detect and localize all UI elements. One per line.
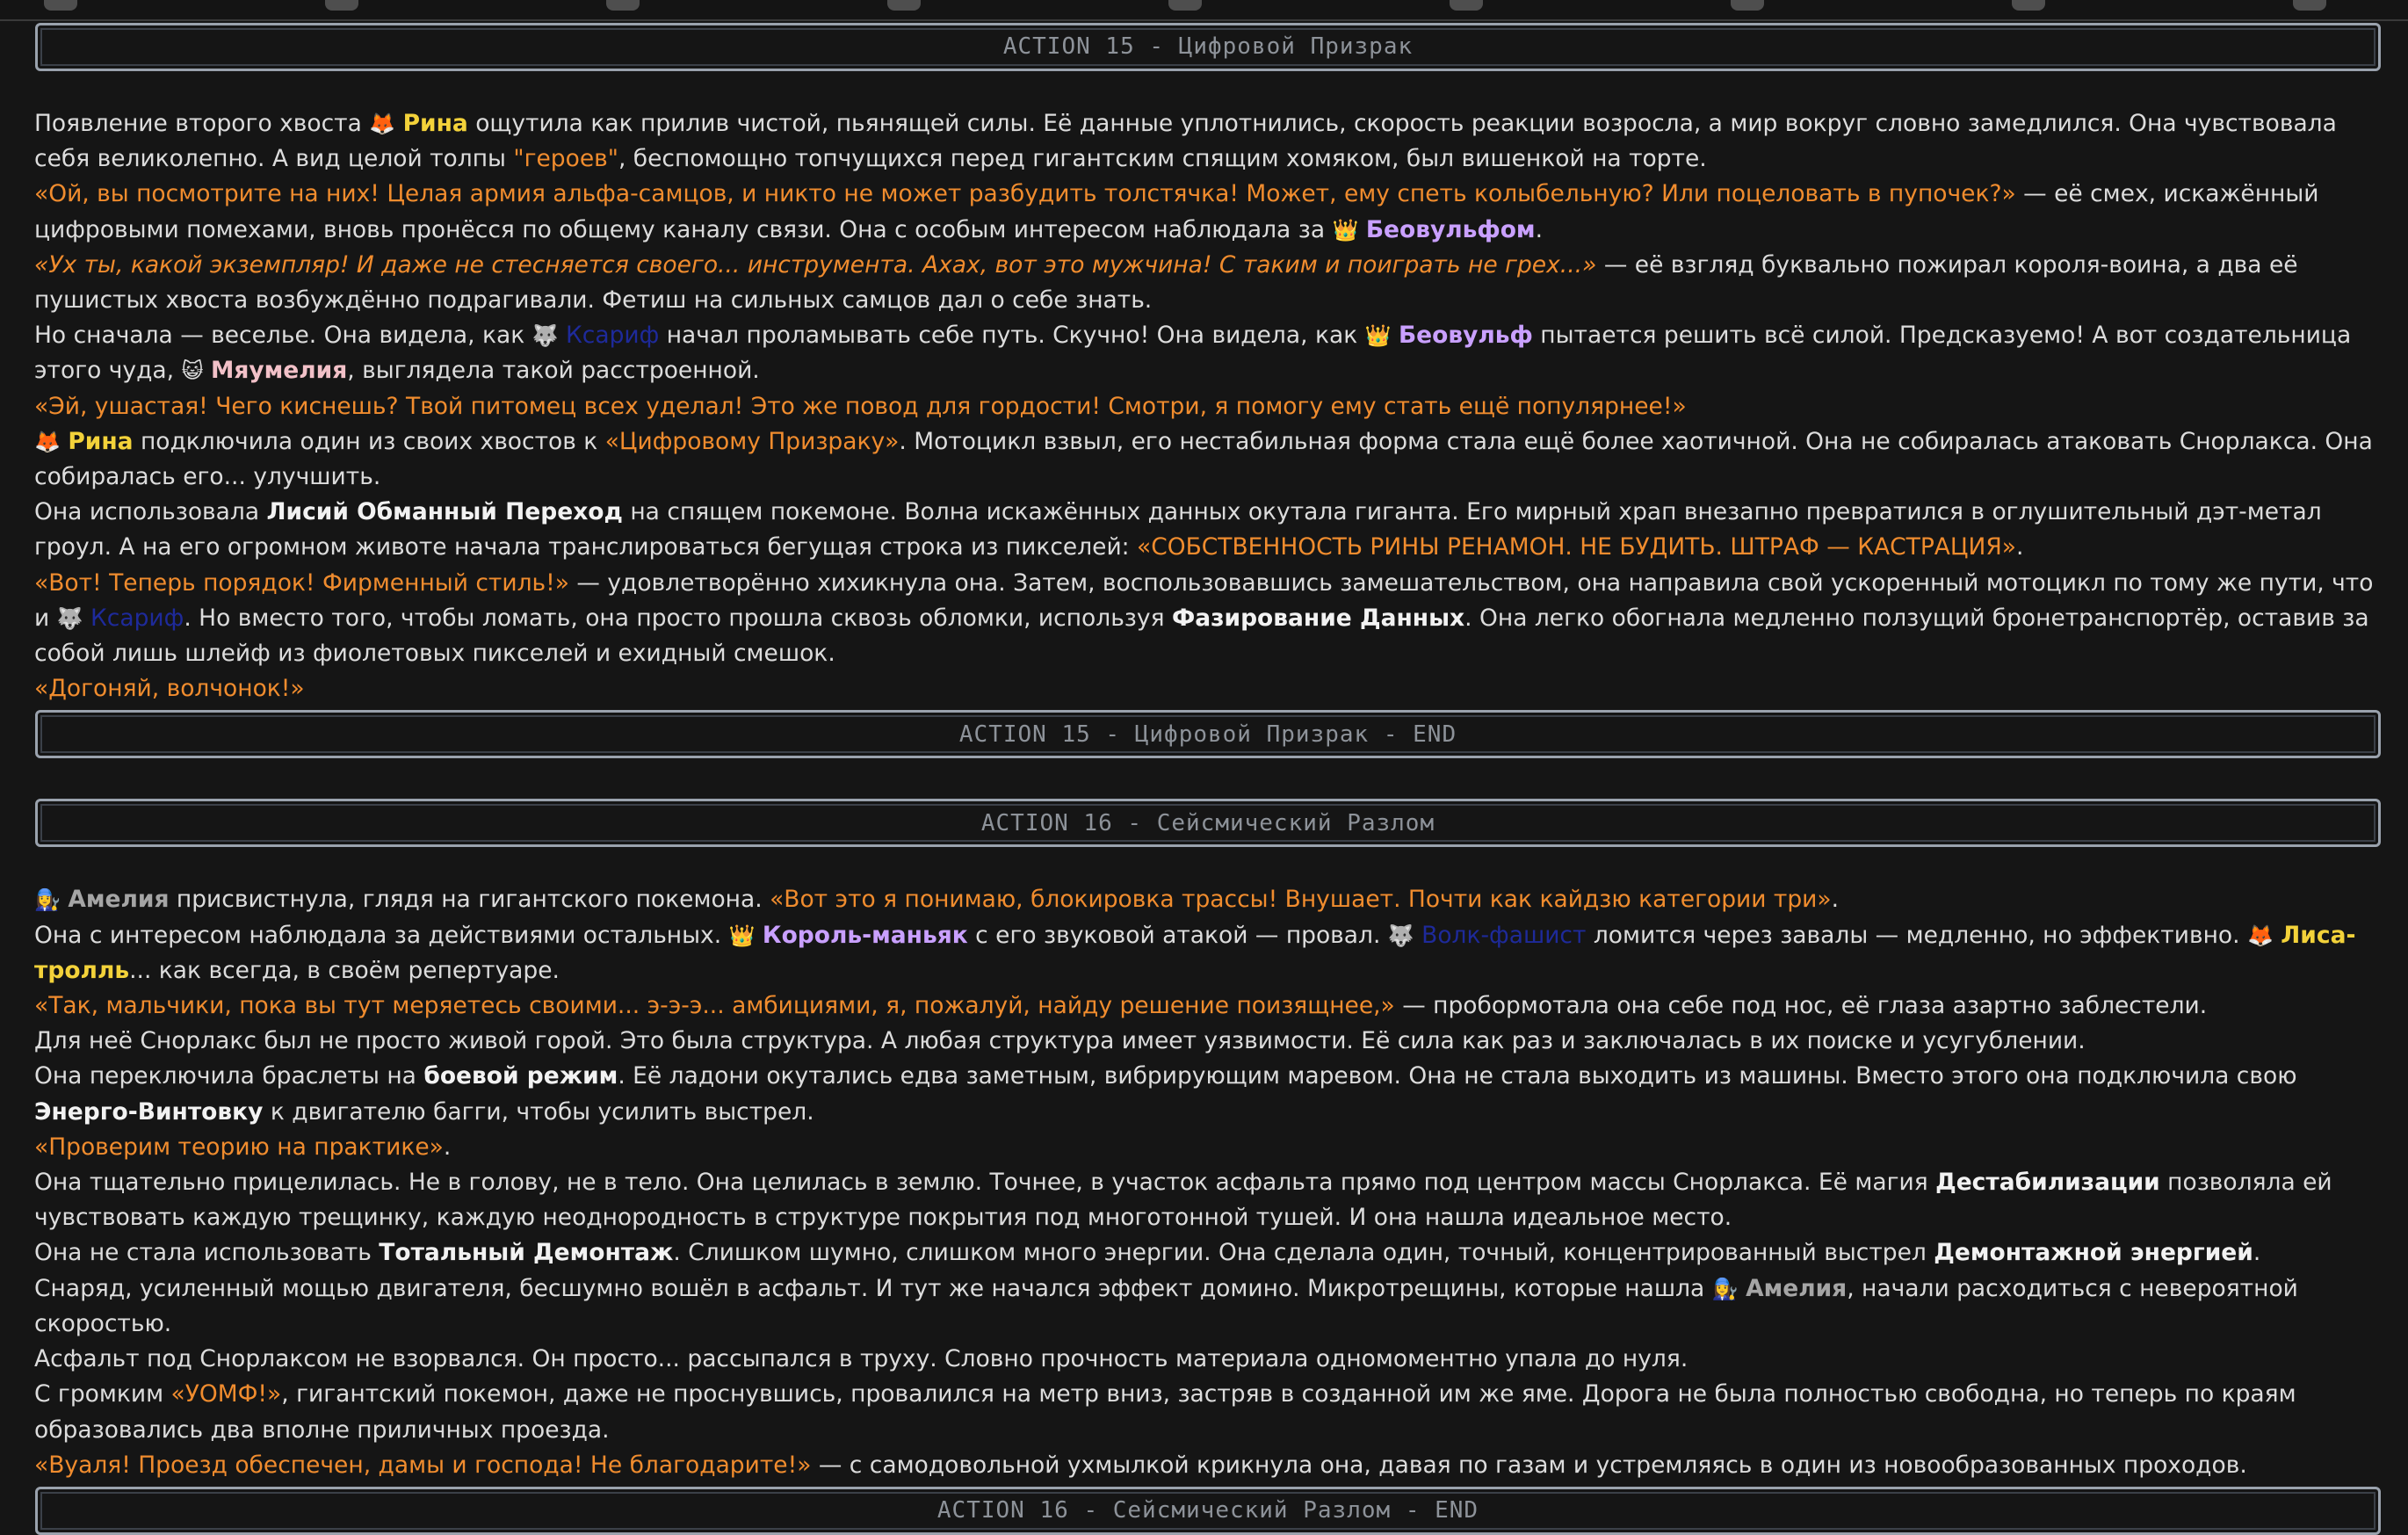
story-paragraph (34, 424, 2382, 495)
text (395, 110, 402, 137)
text: с его звуковой атакой — провал. (967, 921, 1388, 949)
text: — пробормотала она себе под нос, её глаза азартно заблестели. (1394, 992, 2208, 1020)
text: , выглядела такой расстроенной. (347, 357, 760, 385)
text (559, 322, 566, 349)
emoji-icon: 🦊 (34, 429, 61, 454)
character-name: Волк-фашист (1421, 921, 1587, 949)
text: — её взгляд буквально пожирал короля-воина, а два её пушистых хвоста возбуждённо подрагивали. Фетиш на сильных самцов дал о себе знать. (34, 250, 2298, 315)
toolbar-icon[interactable] (1168, 0, 1202, 11)
action-footer: ACTION 15 - Цифровой Призрак - END (35, 710, 2381, 758)
emoji-icon: 👩‍🔧 (1711, 1276, 1739, 1301)
character-name: Рина (68, 427, 134, 455)
action-footer: ACTION 16 - Сейсмический Разлом - END (35, 1487, 2381, 1535)
emoji-icon: 👩‍🔧 (34, 887, 61, 913)
story-paragraph (34, 882, 2382, 917)
text: подключила один из своих хвостов к (133, 427, 605, 455)
story-paragraph (34, 1024, 2382, 1059)
text: Она с интересом наблюдала за действиями остальных. (34, 921, 729, 949)
text: . (2015, 533, 2024, 561)
text: . Её ладони окутались едва заметным, вибрирующим маревом. Она не стала выходить из машины. Вместо этого она подключила свою (618, 1062, 2297, 1090)
quote: «Ой, вы посмотрите на них! Целая армия альфа-самцов, и никто не может разбудить толстячка! Может, ему спеть колыбельную? Или поцеловать в пупочек?» (34, 180, 2016, 208)
action-block (34, 799, 2382, 1534)
action-header: ACTION 15 - Цифровой Призрак (35, 23, 2381, 71)
text: ощутила как прилив чистой, пьянящей силы. Её данные уплотнились, скорость реакции возросла, а мир вокруг словно замедлился. Она чувствовала себя великолепно. А вид целой толпы (34, 110, 2337, 173)
action-body (34, 106, 2382, 706)
text: . Она легко обогнала медленно ползущий бронетранспортёр, оставив за собой лишь шлейф из фиолетовых пикселей и ехидный смешок. (34, 604, 2369, 668)
text (1392, 322, 1399, 349)
text: присвистнула, глядя на гигантского покемона. (169, 886, 770, 914)
story-paragraph (34, 248, 2382, 318)
text: — с самодовольной ухмылкой крикнула она, давая по газам и устремляясь в один из новообразованных проходов. (811, 1451, 2247, 1479)
quote: «Так, мальчики, пока вы тут меряетесь своими... э-э-э... амбициями, я, пожалуй, найду решение поизящнее,» (34, 992, 1395, 1020)
emoji-icon: 👑 (1332, 217, 1359, 243)
story-paragraph (34, 1342, 2382, 1377)
character-name: Амелия (1746, 1274, 1848, 1302)
toolbar-icon[interactable] (2012, 0, 2045, 11)
text: , начали расходиться с невероятной скоростью. (34, 1274, 2298, 1337)
character-name: Рина (402, 110, 468, 137)
skill-name: Дестабилизации (1935, 1169, 2160, 1197)
action-block (34, 23, 2382, 758)
character-name: Лиса-тролль (34, 921, 2356, 984)
text: , гигантский покемон, даже не проснувшись, провалился на метр вниз, застряв в созданной им же яме. Дорога не была полностью свободна, но теперь по краям образовались два вполне приличных проезда. (34, 1380, 2296, 1444)
character-name: Беовульфом (1365, 215, 1536, 243)
skill-name: Фазирование Данных (1171, 604, 1465, 632)
story-paragraph (34, 389, 2382, 424)
emoji-icon: 🐺 (56, 605, 83, 631)
text: начал проламывать себе путь. Скучно! Она видела, как (659, 322, 1365, 350)
quote: «Цифровому Призраку» (604, 427, 900, 455)
text: Появление второго хвоста (34, 110, 370, 137)
quote: «Ух ты, какой экземпляр! И даже не стесняется своего... инструмента. Ахах, вот это мужчина! С таким и поиграть не грех...» (34, 250, 1597, 279)
quote: «Проверим теорию на практике» (34, 1133, 444, 1161)
character-name: Ксариф (90, 604, 184, 632)
toolbar-icon[interactable] (44, 0, 77, 11)
text: Она не стала использовать (34, 1239, 380, 1267)
text: ломится через завалы — медленно, но эффективно. (1586, 921, 2247, 949)
toolbar-icon[interactable] (325, 0, 358, 11)
action-header: ACTION 16 - Сейсмический Разлом (35, 799, 2381, 847)
quote: «УОМФ!» (170, 1380, 282, 1408)
story-paragraph (34, 177, 2382, 247)
text: Но сначала — веселье. Она видела, как (34, 322, 532, 350)
emoji-icon: 😺 (181, 358, 204, 384)
top-toolbar (0, 0, 2408, 21)
skill-name: Демонтажной энергией (1934, 1239, 2253, 1267)
toolbar-icon[interactable] (606, 0, 640, 11)
text: — удовлетворённо хихикнула она. Затем, воспользовавшись замешательством, она направила свой ускоренный мотоцикл по тому же пути, что и (34, 568, 2374, 632)
text: . Мотоцикл взвыл, его нестабильная форма стала ещё более хаотичной. Она не собиралась атаковать Снорлакса. Она собиралась его... улучшить. (34, 427, 2373, 491)
text: Асфальт под Снорлаксом не взорвался. Он просто... рассыпался в труху. Словно прочность материала одномоментно упала до нуля. (34, 1345, 1688, 1373)
text: Она использовала (34, 498, 267, 526)
text: . Но вместо того, чтобы ломать, она просто прошла сквозь обломки, используя (184, 604, 1172, 632)
quote: «Вот! Теперь порядок! Фирменный стиль!» (34, 568, 569, 597)
story-paragraph (34, 318, 2382, 388)
character-name: Король-маньяк (762, 921, 968, 949)
character-name: Беовульф (1398, 322, 1533, 350)
text (1414, 922, 1421, 949)
text (83, 605, 90, 632)
story-paragraph (34, 106, 2382, 177)
story-paragraph (34, 1448, 2382, 1483)
text: . (1831, 886, 1840, 914)
quote: «Вуаля! Проезд обеспечен, дамы и господа! Не благодарите!» (34, 1451, 812, 1479)
text: , беспомощно топчущихся перед гигантским спящим хомяком, был вишенкой на торте. (618, 145, 1707, 173)
text (755, 922, 762, 949)
skill-name: Энерго-Винтовку (34, 1097, 264, 1126)
story-paragraph (34, 1271, 2382, 1342)
story-paragraph (34, 1130, 2382, 1165)
text: . (2253, 1239, 2261, 1267)
text (1358, 216, 1365, 243)
text: С громким (34, 1380, 171, 1408)
character-name: Амелия (68, 886, 170, 914)
text (1739, 1275, 1746, 1302)
text: Для неё Снорлакс был не просто живой горой. Это была структура. А любая структура имеет уязвимости. Её сила как раз и заключалась в их поиске и усугублении. (34, 1027, 2086, 1055)
story-paragraph (34, 1059, 2382, 1129)
skill-name: боевой режим (423, 1062, 618, 1090)
text (204, 357, 211, 384)
skill-name: Тотальный Демонтаж (379, 1239, 674, 1267)
toolbar-icon[interactable] (2293, 0, 2326, 11)
emoji-icon: 🐺 (1387, 923, 1414, 948)
text: пытается решить всё силой. Предсказуемо! А вот создательница этого чуда, (34, 322, 2352, 385)
text: на спящем покемоне. Волна искажённых данных окутала гиганта. Его мирный храп внезапно превратился в оглушительный дэт-метал гроул. А на его огромном животе начала транслироваться бегущая строка из пикселей: (34, 498, 2322, 561)
emoji-icon: 🐺 (531, 323, 559, 349)
emoji-icon: 🦊 (2246, 923, 2274, 948)
story-paragraph (34, 566, 2382, 672)
text: . (443, 1133, 452, 1161)
story-paragraph (34, 1165, 2382, 1235)
story-paragraph (34, 988, 2382, 1024)
toolbar-icon[interactable] (1450, 0, 1483, 11)
text: — её смех, искажённый цифровыми помехами, вновь пронёсся по общему каналу связи. Она с особым интересом наблюдала за (34, 180, 2319, 243)
text: . Слишком шумно, слишком много энергии. Она сделала один, точный, концентрированный выстрел (673, 1239, 1934, 1267)
text: позволяла ей чувствовать каждую трещинку, каждую неоднородность в структуре покрытия под многотонной тушей. И она нашла идеальное место. (34, 1169, 2332, 1232)
text: Она переключила браслеты на (34, 1062, 424, 1090)
emoji-icon: 🦊 (369, 112, 396, 136)
story-paragraph (34, 1235, 2382, 1271)
quote: «СОБСТВЕННОСТЬ РИНЫ РЕНАМОН. НЕ БУДИТЬ. ШТРАФ — КАСТРАЦИЯ» (1137, 533, 2016, 561)
character-name: Ксариф (565, 322, 660, 350)
quote: «Догоняй, волчонок!» (34, 675, 305, 703)
toolbar-icon[interactable] (887, 0, 921, 11)
emoji-icon: 👑 (1364, 323, 1392, 349)
action-body (34, 882, 2382, 1482)
skill-name: Лисий Обманный Переход (266, 498, 623, 526)
story-paragraph (34, 495, 2382, 565)
toolbar-icon[interactable] (1731, 0, 1764, 11)
story-paragraph (34, 1377, 2382, 1447)
story-content (34, 19, 2382, 1535)
quote: «Вот это я понимаю, блокировка трассы! Внушает. Почти как кайдзю категории три» (770, 886, 1832, 914)
story-paragraph (34, 918, 2382, 988)
text: Она тщательно прицелилась. Не в голову, не в тело. Она целилась в землю. Точнее, в участок асфальта прямо под центром массы Снорлакса. Её магия (34, 1169, 1936, 1197)
text: Снаряд, усиленный мощью двигателя, бесшумно вошёл в асфальт. И тут же начался эффект домино. Микротрещины, которые нашла (34, 1274, 1712, 1302)
quote: «Эй, ушастая! Чего киснешь? Твой питомец всех уделал! Это же повод для гордости! Смотри, я помогу ему стать ещё популярнее!» (34, 392, 1687, 420)
character-name: Мяумелия (210, 357, 348, 385)
text: к двигателю багги, чтобы усилить выстрел. (263, 1097, 814, 1126)
story-paragraph (34, 671, 2382, 706)
emoji-icon: 👑 (728, 923, 756, 948)
text: ... как всегда, в своём репертуаре. (129, 956, 560, 984)
quote: "героев" (513, 145, 618, 173)
text: . (1535, 215, 1543, 243)
